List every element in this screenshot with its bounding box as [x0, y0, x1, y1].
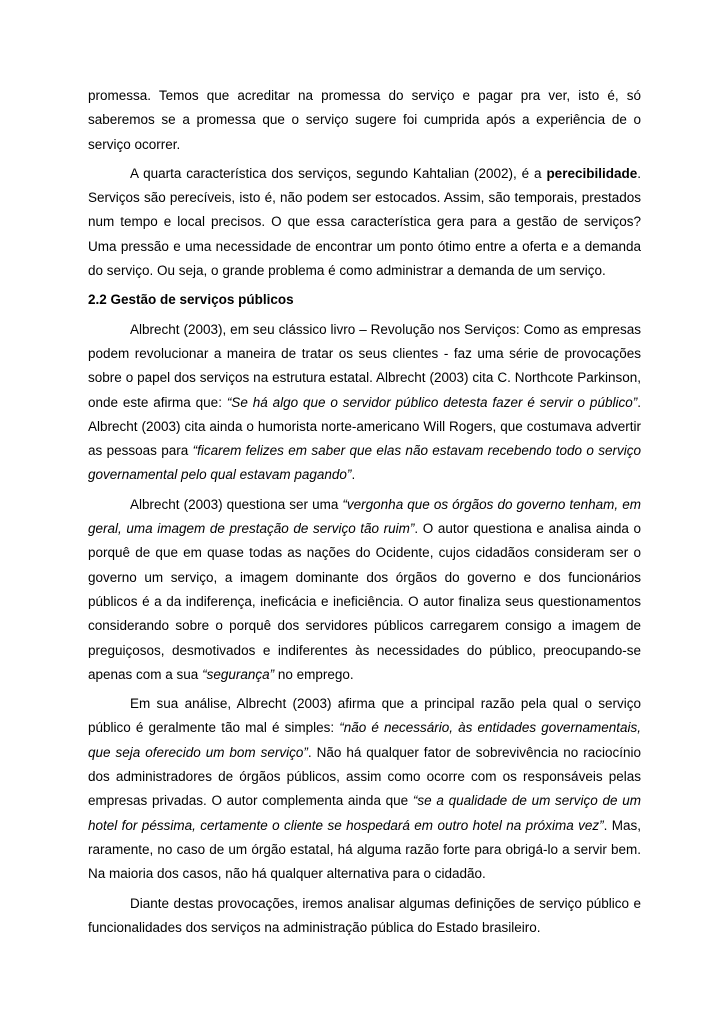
paragraph-4-quote-2: “segurança”: [202, 666, 275, 682]
paragraph-3-quote-2: “ficarem felizes em saber que elas não estavam recebendo todo o serviço governamental pelo qual estavam pagando”: [88, 443, 642, 483]
paragraph-4-quote-1: “vergonha que os órgãos do governo tenham, em geral, uma imagem de prestação de serviço tão ruim”: [88, 496, 641, 537]
paragraph-3-quote-1: “Se há algo que o servidor público detesta fazer é servir o público”: [226, 394, 638, 410]
paragraph-3: [88, 318, 641, 488]
paragraph-5-quote-2: “se a qualidade de um serviço de um hotel for péssima, certamente o cliente se hospedará em outro hotel na próxima vez”: [88, 793, 641, 833]
document-page: [88, 84, 641, 940]
paragraph-3-text-c: .: [351, 467, 356, 483]
paragraph-2-text-c: . Serviços são perecíveis, isto é, não podem ser estocados. Assim, são temporais, prestados num tempo e local precisos. O que essa característica gera para a gestão de serviços? Uma pressão e uma necessidade de encontrar um ponto ótimo entre a oferta e a demanda do serviço. Ou seja, o grande problema é como administrar a demanda de um serviço.: [88, 165, 641, 279]
paragraph-1-text: promessa. Temos que acreditar na promessa do serviço e pagar pra ver, isto é, só saberemos se a promessa que o serviço sugere foi cumprida após a experiência de o serviço ocorrer.: [88, 88, 641, 152]
paragraph-5: [88, 692, 641, 886]
paragraph-2: [88, 162, 641, 283]
paragraph-6: [88, 892, 641, 941]
paragraph-4: [88, 493, 641, 687]
paragraph-3-text-a: Albrecht (2003), em seu clássico livro – Revolução nos Serviços: Como as empresas podem revolucionar a maneira de tratar os seus clientes - faz uma série de provocações sobre o papel dos serviços na estrutura estatal. Albrecht (2003) cita C. Northcote Parkinson, onde este afirma que:: [88, 321, 641, 410]
paragraph-6-text: Diante destas provocações, iremos analisar algumas definições de serviço público e funcionalidades dos serviços na administração pública do Estado brasileiro.: [88, 895, 641, 935]
paragraph-4-text-c: no emprego.: [274, 666, 354, 682]
paragraph-5-text-b: . Não há qualquer fator de sobrevivência no raciocínio dos administradores de órgãos públicos, assim como ocorre com os responsáveis pelas empresas privadas. O autor complementa ainda que: [88, 744, 641, 809]
paragraph-2-bold-term: perecibilidade: [546, 165, 638, 181]
section-heading: 2.2 Gestão de serviços públicos: [88, 292, 294, 308]
paragraph-1: [88, 84, 641, 157]
paragraph-3-text-b: . Albrecht (2003) cita ainda o humorista norte-americano Will Rogers, que costumava advertir as pessoas para: [88, 394, 641, 459]
paragraph-2-text-a: A quarta característica dos serviços, segundo Kahtalian (2002), é a: [130, 165, 547, 181]
paragraph-5-quote-1: “não é necessário, às entidades governamentais, que seja oferecido um bom serviço”: [88, 720, 641, 760]
paragraph-5-text-a: Em sua análise, Albrecht (2003) afirma que a principal razão pela qual o serviço público é geralmente tão mal é simples:: [88, 696, 641, 736]
paragraph-5-text-c: . Mas, raramente, no caso de um órgão estatal, há alguma razão forte para obrigá-lo a servir bem. Na maioria dos casos, não há qualquer alternativa para o cidadão.: [88, 817, 641, 882]
paragraph-4-text-b: . O autor questiona e analisa ainda o porquê de que em quase todas as nações do Ocidente, cujos cidadãos consideram ser o governo um serviço, a imagem dominante dos órgãos do governo e dos funcionários públicos é a da indiferença, ineficácia e ineficiência. O autor finaliza seus questionamentos considerando sobre o porquê dos servidores públicos carregarem consigo a imagem de preguiçosos, desmotivados e indiferentes às necessidades do público, preocupando-se apenas com a sua: [88, 521, 641, 682]
paragraph-4-text-a: Albrecht (2003) questiona ser uma: [130, 496, 343, 512]
